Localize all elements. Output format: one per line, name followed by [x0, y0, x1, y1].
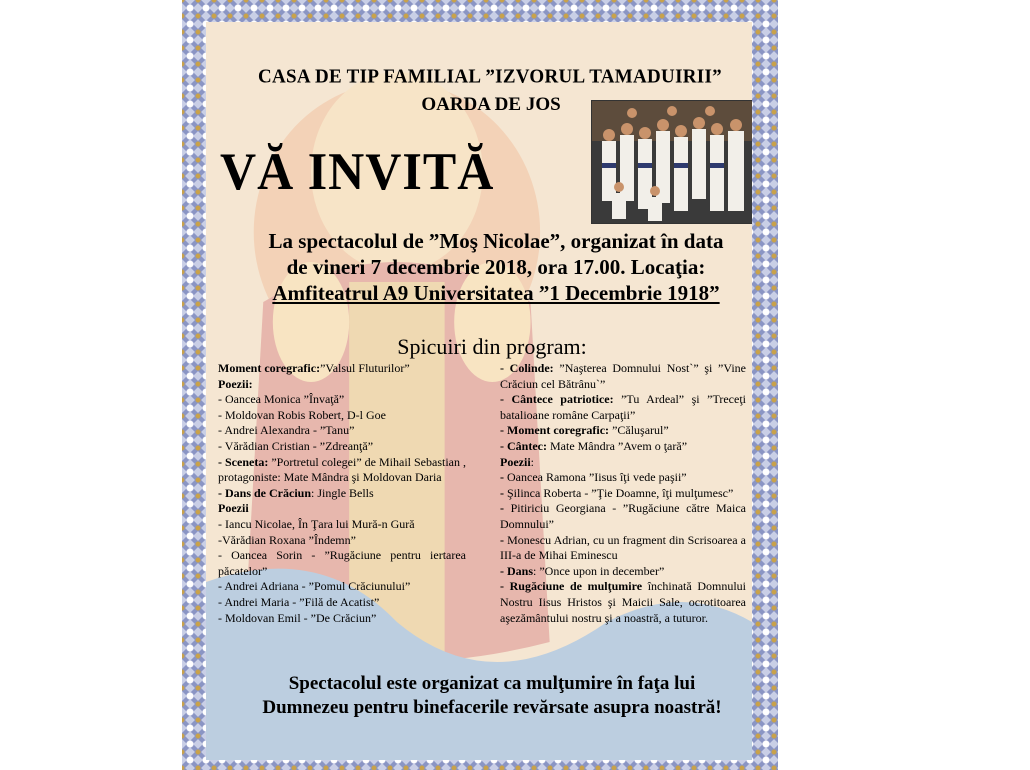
program-item-text: închinată Domnului Nostru Iisus Hristos şi Maicii Sale, ocrotitoarea aşezământului nostru şi a noastră, a tuturor. [500, 579, 747, 625]
program-item-text: Monescu Adrian, cu un fragment din Scrisoarea a III-a de Mihai Eminescu [500, 532, 746, 563]
program-item [500, 439, 746, 455]
program-item [218, 439, 466, 455]
closing-line-1: Spectacolul este organizat ca mulţumire în faţa lui [288, 673, 696, 694]
event-announcement [236, 228, 752, 306]
program-item-label: Poezii [218, 501, 249, 516]
program-item-label: - Moment coregrafic: [500, 423, 610, 438]
program-item-label: - Sceneta: [218, 454, 269, 469]
program-item [218, 579, 466, 595]
program-item-text: ”Căluşarul” [609, 423, 669, 438]
program-item-text: - Oancea Monica ”Învaţă” [218, 392, 345, 407]
program-item-text: Oancea Ramona ”Iisus îţi vede paşii” [507, 470, 687, 485]
program-item-text: - Andrei Adriana - ”Pomul Crăciunului” [218, 579, 411, 594]
program-item-text: - Andrei Maria - ”Filă de Acatist” [218, 594, 380, 609]
program-left-column [218, 361, 466, 626]
closing-line-2: Dumnezeu pentru binefacerile revărsate asupra noastră! [262, 697, 722, 718]
program-item [500, 579, 746, 626]
program-item [218, 501, 466, 517]
program-item-label: Poezii: [218, 376, 253, 391]
program-item [500, 470, 746, 486]
program-item [218, 611, 466, 627]
program-item-text: Mate Mândra ”Avem o ţară” [546, 438, 688, 453]
program-item-label: - Cântece patriotice: [500, 392, 614, 407]
program-item [218, 595, 466, 611]
program-item [500, 533, 746, 564]
program-item-text: - Vărădian Cristian - ”Zdreanţă” [218, 438, 374, 453]
announcement-line-1: La spectacolul de ”Moş Nicolae”, organizat în data [268, 229, 724, 253]
program-item-label: - [500, 470, 507, 485]
program-item-text: ”Valsul Fluturilor” [320, 361, 410, 375]
program-item-text: Şilinca Roberta - ”Ţie Doamne, îţi mulţumesc” [507, 485, 734, 500]
program-item [218, 548, 466, 579]
program-item-text: - Moldovan Robis Robert, D-l Goe [218, 407, 386, 422]
children-group-photo [591, 100, 752, 224]
program-item-label: - [500, 532, 508, 547]
invitation-poster [182, 0, 778, 770]
program-item-text: ”Naşterea Domnului Nost`” şi ”Vine Crăciun cel Bătrânu`” [500, 361, 746, 391]
program-item-label: - Cântec: [500, 438, 547, 453]
organization-location: OARDA DE JOS [421, 94, 561, 115]
program-item [218, 517, 466, 533]
program-item-text: - Moldovan Emil - ”De Crăciun” [218, 610, 377, 625]
group-photo-image [592, 101, 752, 223]
program-heading: Spicuiri din program: [397, 334, 587, 359]
program-item [500, 564, 746, 580]
program-item-label: Poezii [500, 454, 531, 469]
program-item-label: - [500, 501, 511, 516]
program-item [500, 423, 746, 439]
closing-message [216, 672, 752, 720]
poster-body [206, 22, 752, 760]
program-item [218, 455, 466, 486]
program-item [500, 361, 746, 392]
program-item-label: Moment coregrafic: [218, 361, 321, 375]
program-item-text: - Andrei Alexandra - ”Tanu” [218, 423, 355, 438]
program-item [218, 377, 466, 393]
program-item [218, 486, 466, 502]
program-item-label: - [500, 485, 507, 500]
program-item-text: : [530, 454, 534, 469]
program-item [218, 392, 466, 408]
program-item-text: : ”Once upon in december” [533, 563, 665, 578]
program-item [218, 423, 466, 439]
announcement-line-2: de vineri 7 decembrie 2018, ora 17.00. Locaţia: [286, 255, 706, 279]
program-item-text: -Vărădian Roxana ”Îndemn” [218, 532, 356, 547]
program-item [500, 455, 746, 471]
program-item [218, 361, 466, 377]
poster-content [206, 22, 752, 760]
program-item-text: : Jingle Bells [311, 485, 374, 500]
program-item-text: Pitiriciu Georgiana - ”Rugăciune către Maica Domnului” [500, 501, 746, 531]
program-item [500, 501, 746, 532]
program-item-text: ”Tu Ardeal” şi ”Treceţi batalioane române Carpaţii” [500, 392, 746, 422]
program-item-label: - Dans de Crăciun [218, 485, 312, 500]
program-item [500, 392, 746, 423]
program-item [218, 408, 466, 424]
program-item-text: - Oancea Sorin - ”Rugăciune pentru iertarea păcatelor” [218, 548, 466, 578]
program-item [218, 533, 466, 549]
program-item-text: ”Portretul colegei” de Mihail Sebastian , protagoniste: Mate Mândra şi Moldovan Daria [218, 454, 466, 485]
program-item-label: - Dans [500, 563, 534, 578]
organization-name: CASA DE TIP FAMILIAL ”IZVORUL TAMADUIRII” [258, 65, 722, 88]
program-item [500, 486, 746, 502]
program-item-label: - Rugăciune de mulţumire [500, 579, 643, 594]
program-item-label: - Colinde: [500, 361, 554, 375]
program-item-text: - Iancu Nicolae, În Ţara lui Mură-n Gură [218, 516, 415, 531]
invitation-title: VĂ INVITĂ [220, 141, 495, 201]
program-right-column [500, 361, 746, 626]
event-venue: Amfiteatrul A9 Universitatea ”1 Decembrie 1918” [272, 281, 720, 305]
